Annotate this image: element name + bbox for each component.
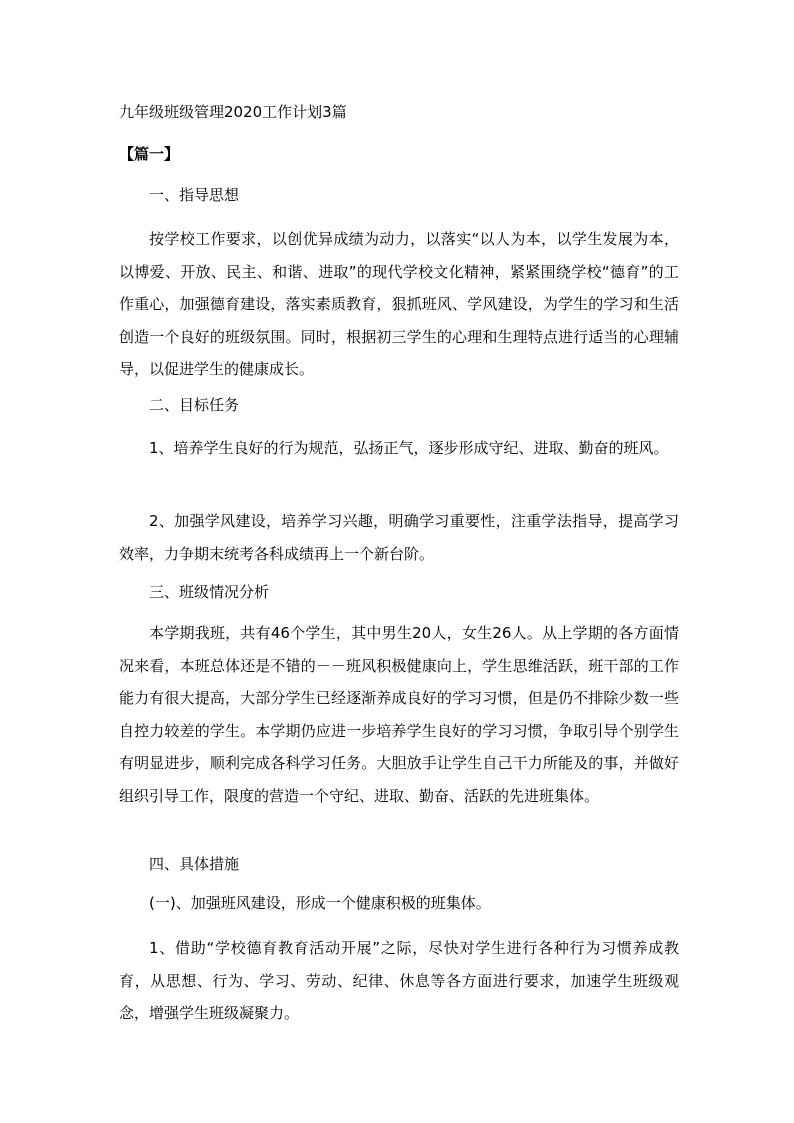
document-title: 九年级班级管理2020工作计划3篇 [119,103,347,121]
heading-class-analysis: 三、班级情况分析 [149,583,270,601]
paragraph-guiding-thought: 按学校工作要求，以创优异成绩为动力，以落实“以人为本，以学生发展为本，以博爱、开放、民主、和谐、进取”的现代学校文化精神，紧紧围绕学校“德育”的工作重心，加强德育建设，落实素质教育，狠抓班风、学风建设，为学生的学习和生活创造一个良好的班级氛围。同时，根据初三学生的心理和生理特点进行适当的心理辅导，以促进学生的健康成长。 [119,230,679,378]
heading-goals: 二、目标任务 [149,396,240,414]
paragraph-class-analysis: 本学期我班，共有46个学生，其中男生20人，女生26人。从上学期的各方面情况来看，本班总体还是不错的－－班风积极健康向上，学生思维活跃，班干部的工作能力有很大提高，大部分学生已经逐渐养成良好的学习习惯，但是仍不排除少数一些自控力较差的学生。本学期仍应进一步培养学生良好的学习习惯，争取引导个别学生有明显进步，顺利完成各科学习任务。大胆放手让学生自己干力所能及的事，并做好组织引导工作，限度的营造一个守纪、进取、勤奋、活跃的先进班集体。 [119,624,679,805]
subheading-class-style: (一)、加强班风建设，形成一个健康积极的班集体。 [149,894,491,912]
paragraph-goal-1: 1、培养学生良好的行为规范，弘扬正气，逐步形成守纪、进取、勤奋的班风。 [149,439,669,457]
paragraph-goal-2: 2、加强学风建设，培养学习兴趣，明确学习重要性，注重学法指导，提高学习效率，力争期末统考各科成绩再上一个新台阶。 [119,512,679,563]
paragraph-measure-1: 1、借助“学校德育教育活动开展”之际，尽快对学生进行各种行为习惯养成教育，从思想、行为、学习、劳动、纪律、休息等各方面进行要求，加速学生班级观念，增强学生班级凝聚力。 [119,939,679,1022]
section-tag: 【篇一】 [119,145,180,163]
heading-measures: 四、具体措施 [149,855,240,873]
heading-guiding-thought: 一、指导思想 [149,186,240,204]
